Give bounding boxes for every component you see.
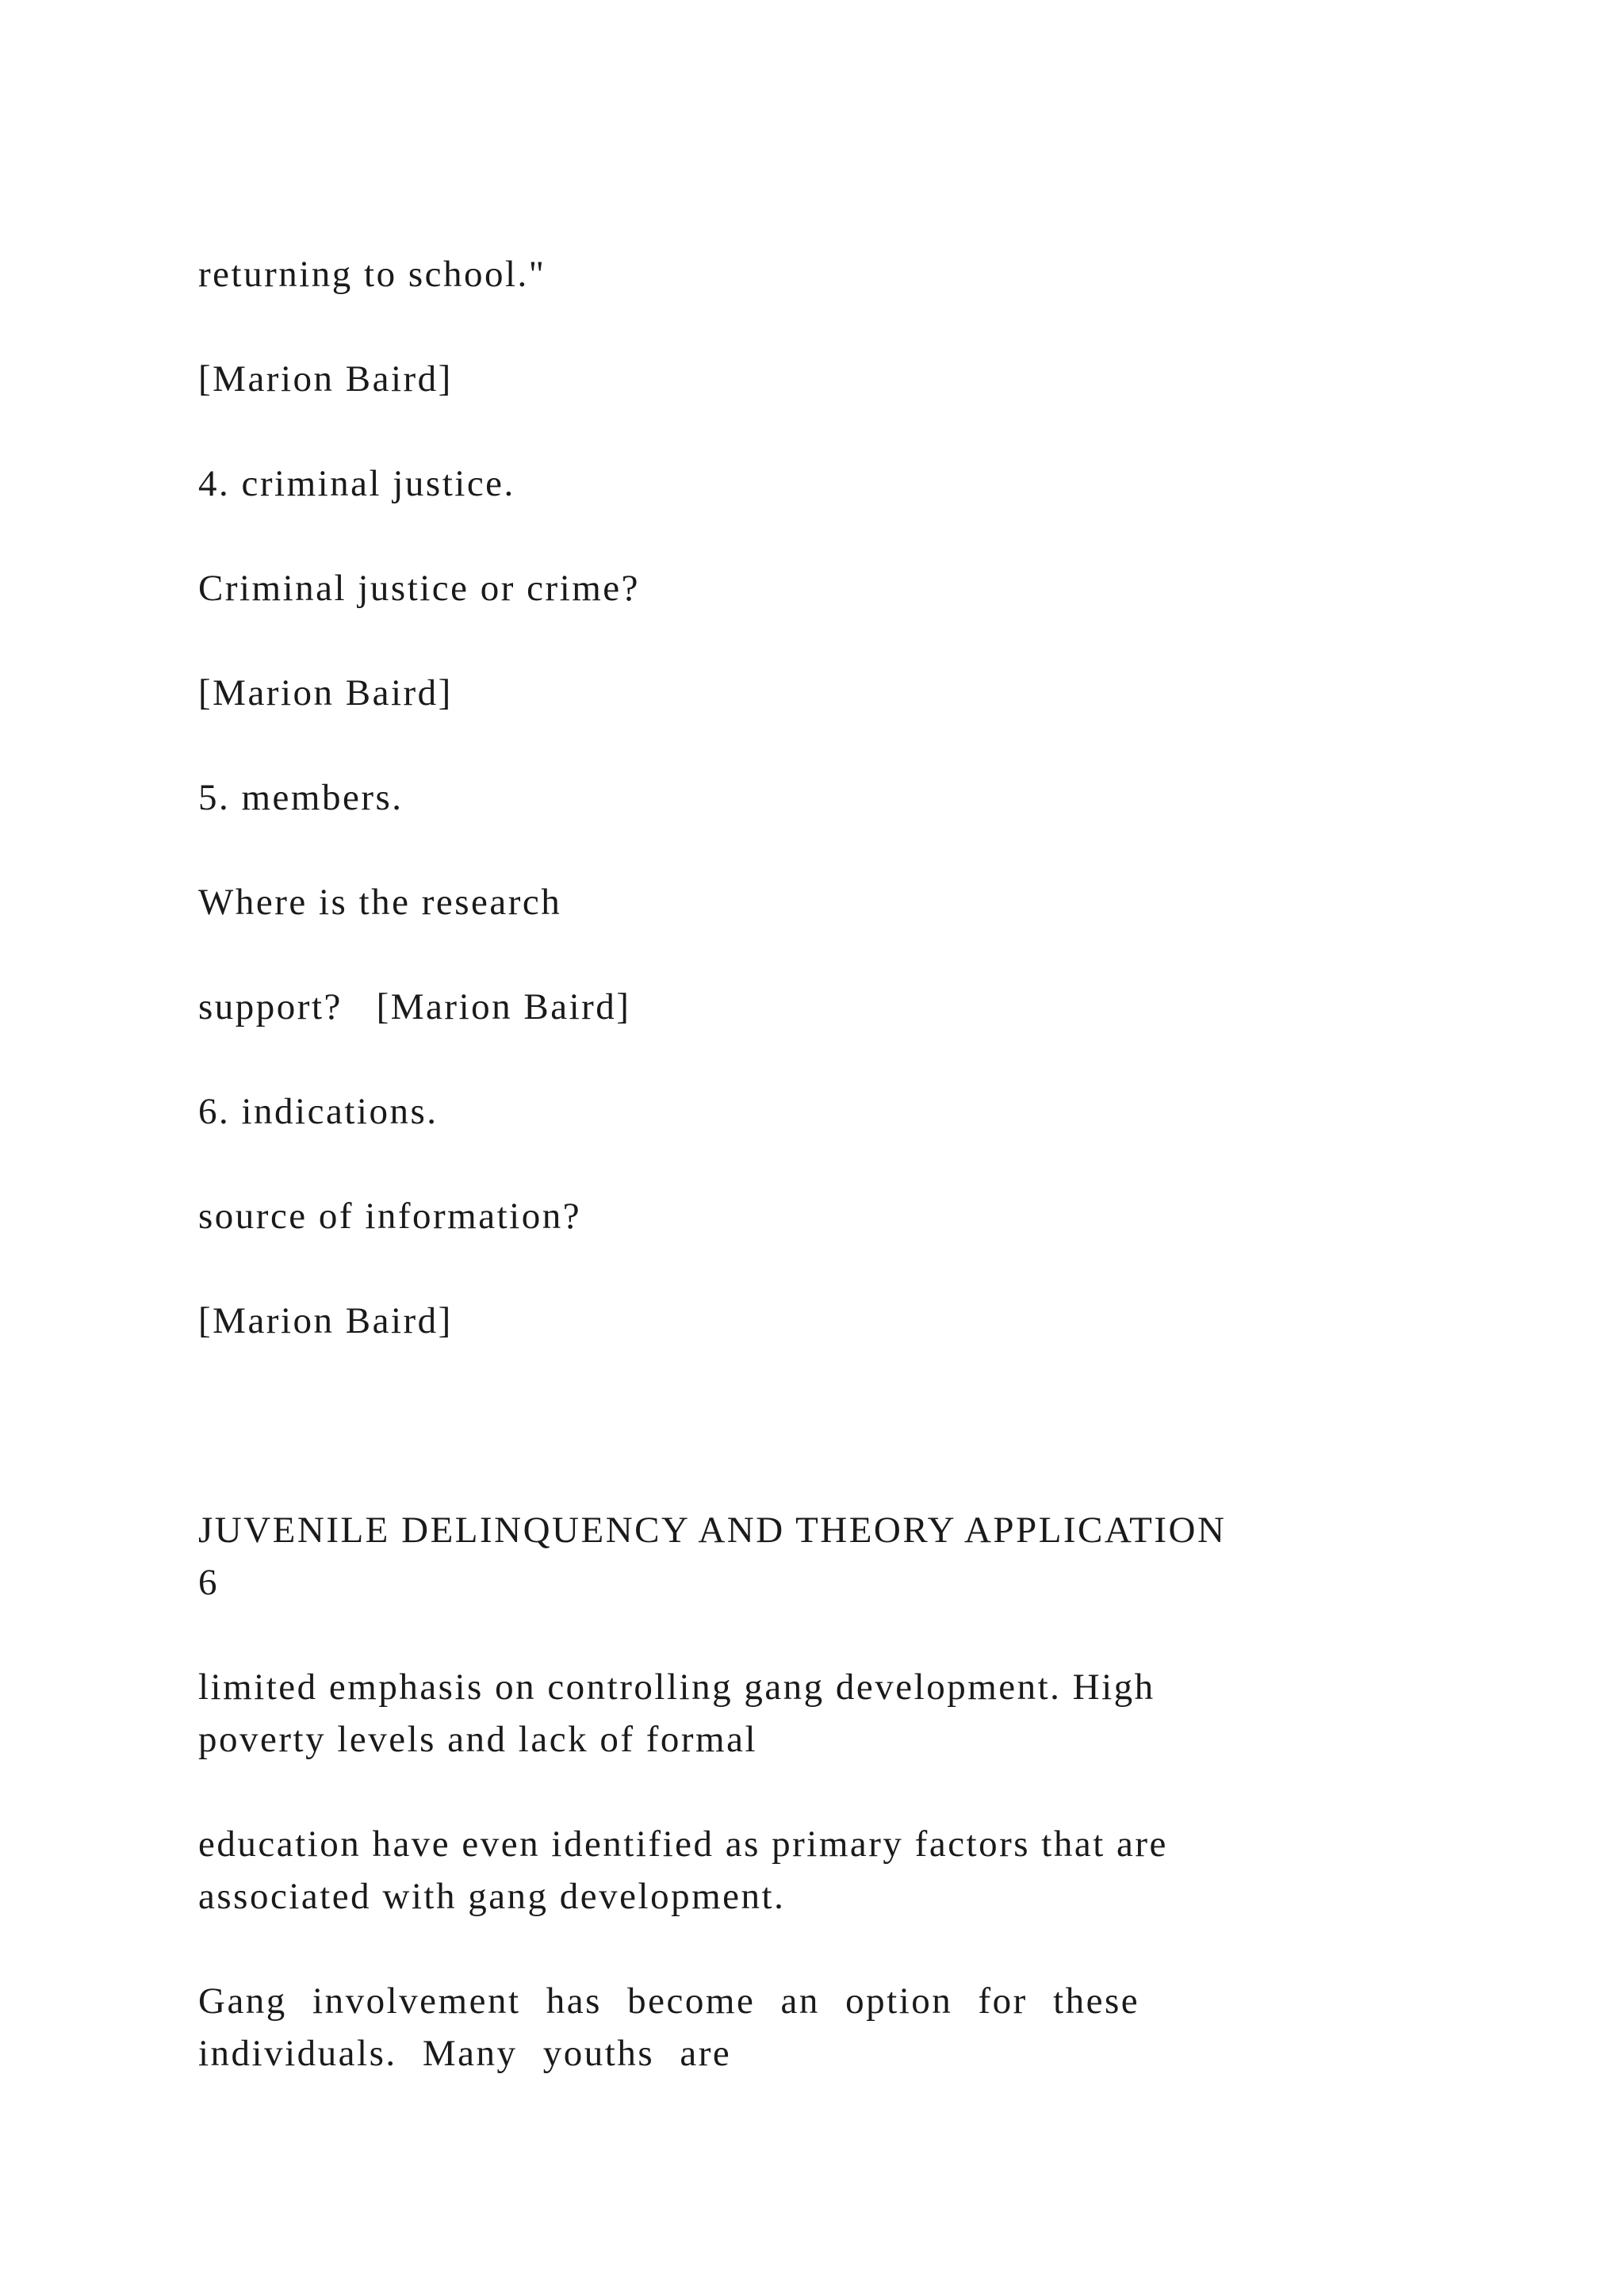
comment-author: [Marion Baird] xyxy=(198,358,453,400)
comment-line: 4. criminal justice. xyxy=(198,463,515,504)
comment-line: Criminal justice or crime? xyxy=(198,568,641,609)
page-number: 6 xyxy=(198,1562,219,1603)
comment-line: Where is the research xyxy=(198,882,562,923)
body-paragraph-line: individuals. Many youths are xyxy=(198,2033,732,2074)
comment-author: [Marion Baird] xyxy=(198,1300,453,1341)
body-paragraph-line: education have even identified as primary factors that are xyxy=(198,1823,1168,1865)
body-paragraph-line: associated with gang development. xyxy=(198,1876,786,1917)
comment-line: source of information? xyxy=(198,1196,582,1237)
body-paragraph-line: limited emphasis on controlling gang development. High xyxy=(198,1667,1155,1708)
comment-line: 6. indications. xyxy=(198,1091,439,1132)
body-paragraph-line: Gang involvement has become an option for these xyxy=(198,1980,1140,2022)
comment-author: [Marion Baird] xyxy=(198,672,453,714)
comment-line: support? [Marion Baird] xyxy=(198,986,631,1027)
comment-line: returning to school." xyxy=(198,254,546,295)
comment-line: 5. members. xyxy=(198,777,404,818)
running-header-title: JUVENILE DELINQUENCY AND THEORY APPLICATION xyxy=(198,1510,1227,1551)
body-paragraph-line: poverty levels and lack of formal xyxy=(198,1719,758,1760)
